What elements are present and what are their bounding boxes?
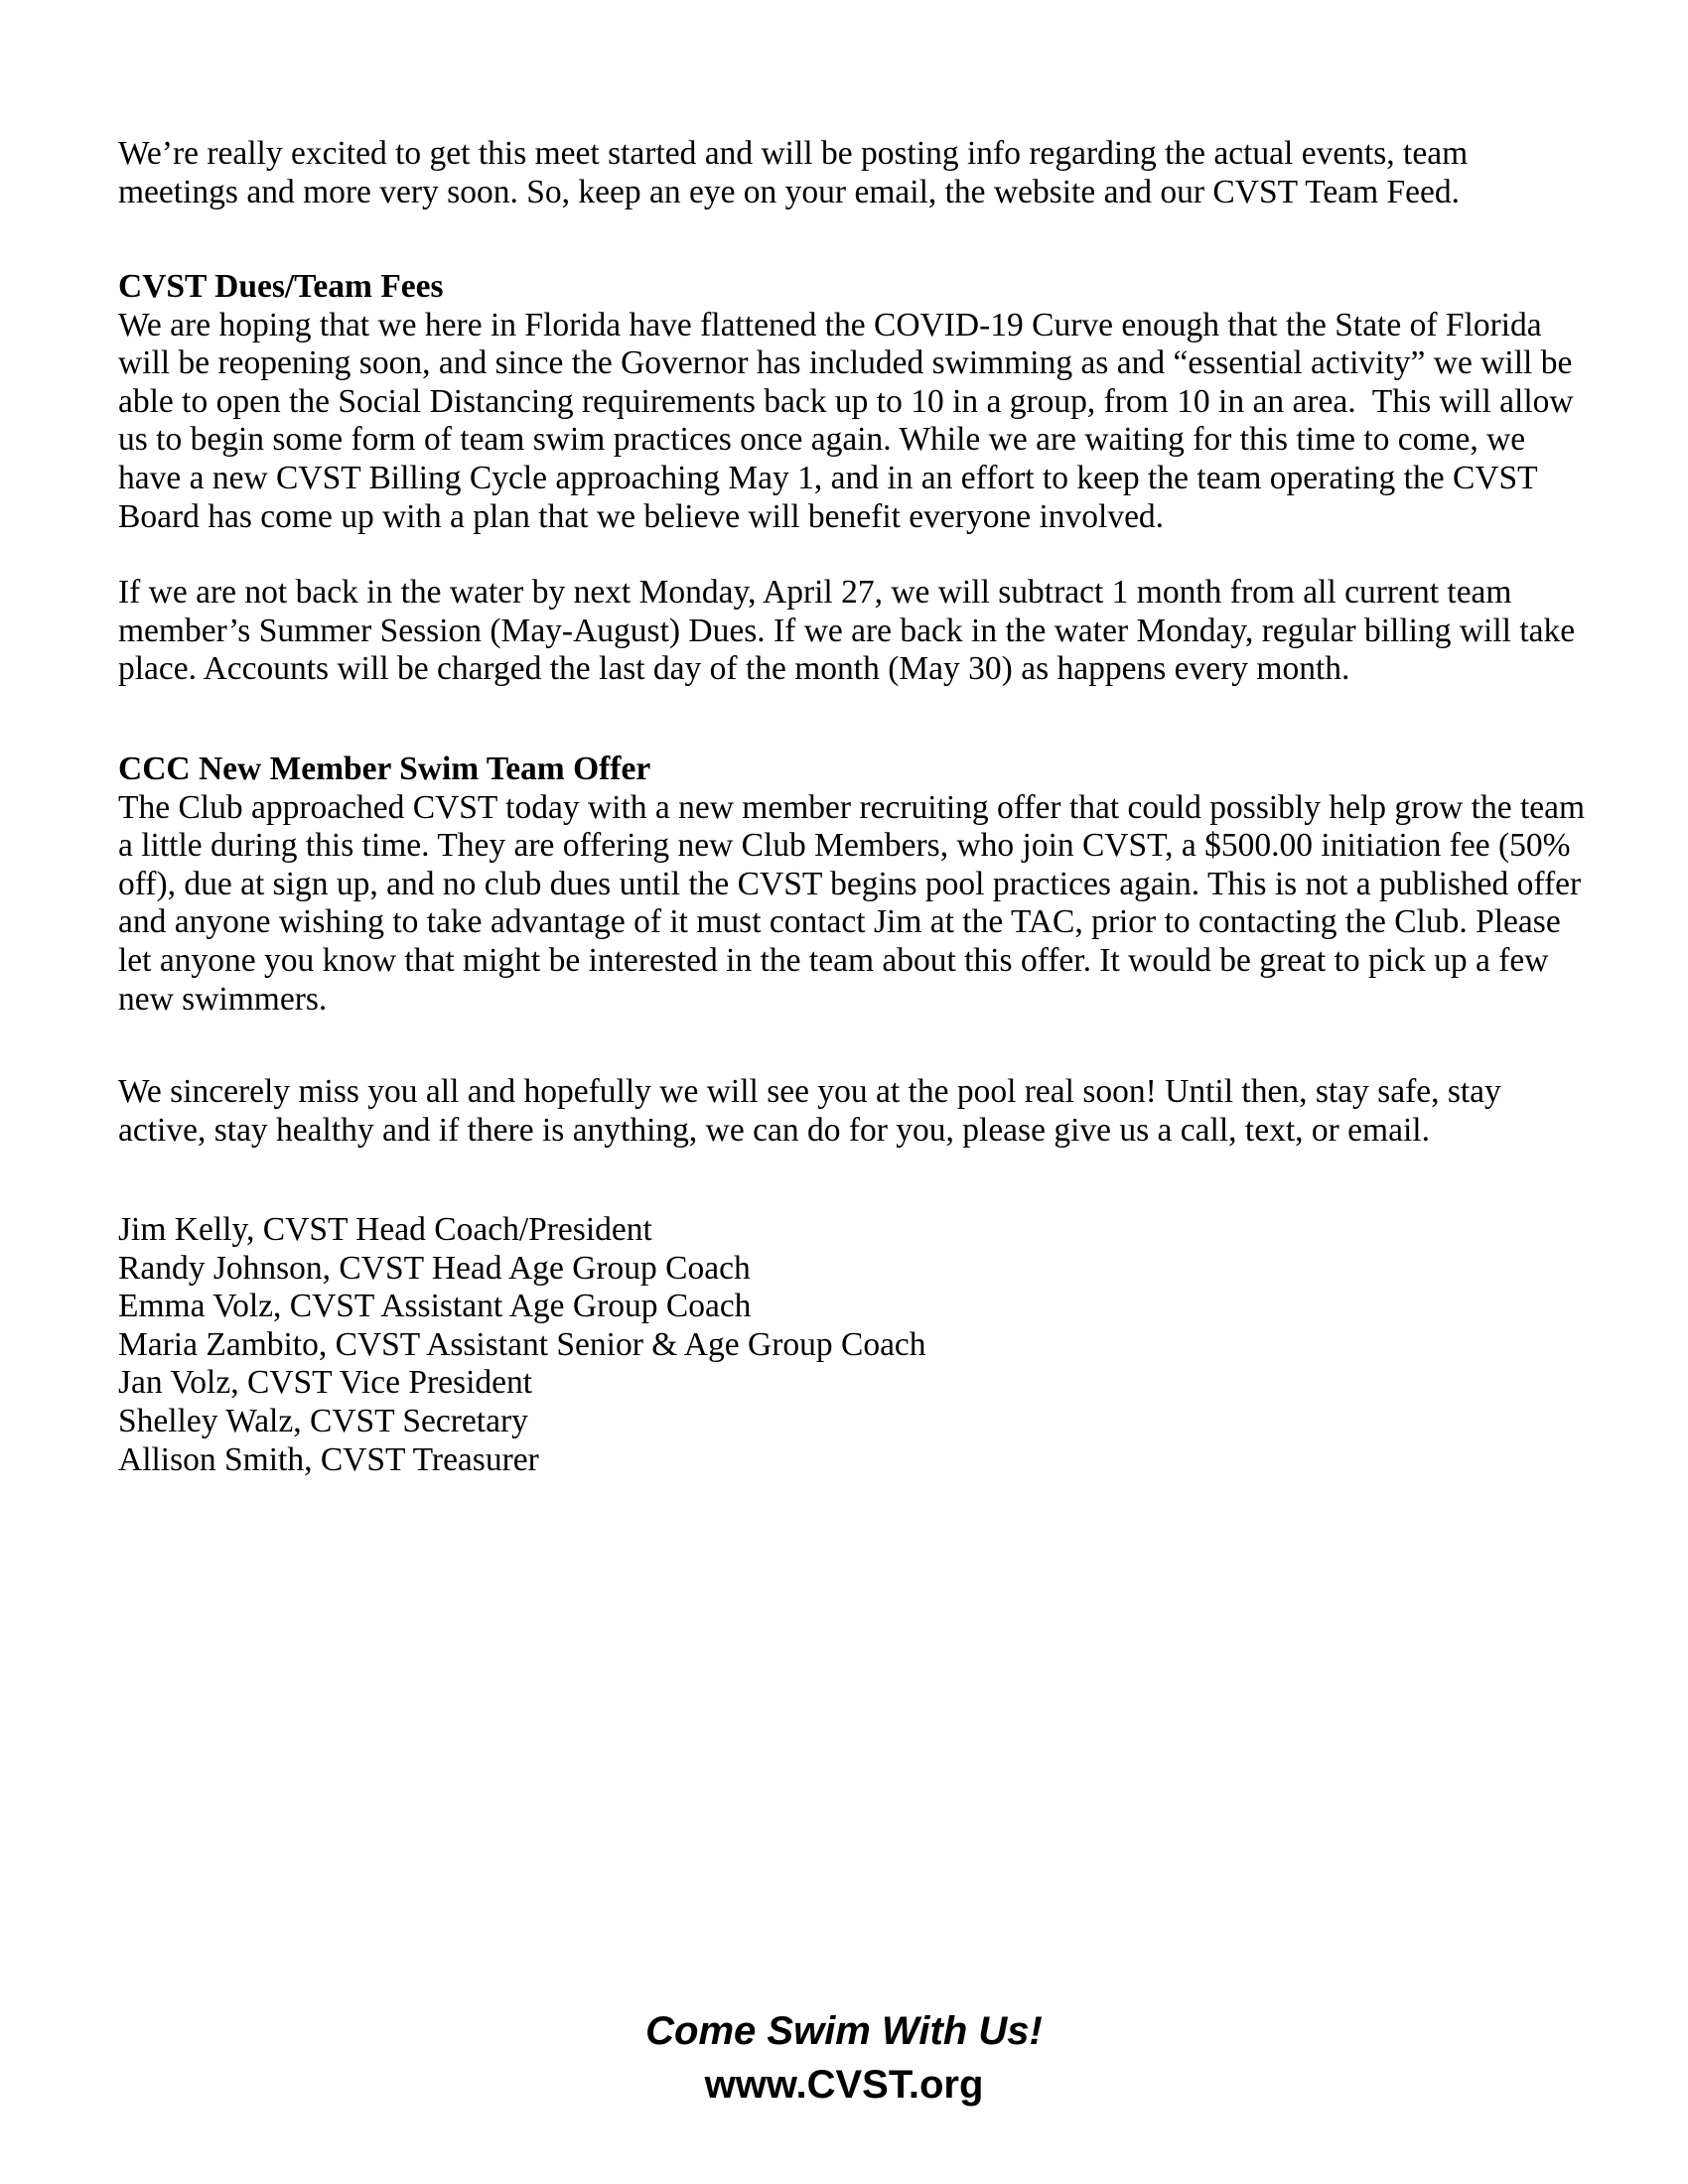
closing-line: We sincerely miss you all and hopefully we will see you at the pool real soon! Until then, stay safe, stay [118,1073,1501,1110]
offer-line: The Club approached CVST today with a new member recruiting offer that could possibly help grow the team [118,788,1586,826]
billing-line: place. Accounts will be charged the last day of the month (May 30) as happens every month. [118,650,1350,688]
offer-line: new swimmers. [118,980,328,1018]
offer-section [118,751,1588,1019]
signature-line: Maria Zambito, CVST Assistant Senior & Age Group Coach [118,1325,926,1363]
offer-heading: CCC New Member Swim Team Offer [118,751,651,787]
billing-line: member’s Summer Session (May-August) Dues. If we are back in the water Monday, regular billing will take [118,612,1576,649]
signature-line: Allison Smith, CVST Treasurer [118,1440,539,1478]
signature-line: Randy Johnson, CVST Head Age Group Coach [118,1249,751,1287]
dues-line: us to begin some form of team swim practices once again. While we are waiting for this time to come, we [118,421,1526,459]
signature-line: Jan Volz, CVST Vice President [118,1364,533,1402]
dues-line: will be reopening soon, and since the Governor has included swimming as and “essential activity” we will be [118,344,1573,382]
intro-paragraph [118,135,1588,211]
dues-line: able to open the Social Distancing requirements back up to 10 in a group, from 10 in an area. This will allow [118,382,1574,420]
offer-line: let anyone you know that might be interested in the team about this offer. It would be great to pick up a few [118,941,1549,979]
dues-line: Board has come up with a plan that we believe will benefit everyone involved. [118,497,1165,535]
signature-line: Emma Volz, CVST Assistant Age Group Coach [118,1288,752,1325]
offer-line: a little during this time. They are offering new Club Members, who join CVST, a $500.00 initiation fee (50% [118,827,1571,865]
footer-website: www.CVST.org [704,2063,984,2107]
intro-line: meetings and more very soon. So, keep an eye on your email, the website and our CVST Team Feed. [118,173,1460,210]
dues-section [118,268,1588,536]
closing-line: active, stay healthy and if there is anything, we can do for you, please give us a call, text, or email. [118,1111,1430,1149]
intro-line: We’re really excited to get this meet started and will be posting info regarding the actual events, team [118,135,1469,172]
offer-line: off), due at sign up, and no club dues until the CVST begins pool practices again. This is not a published offer [118,865,1582,902]
billing-paragraph [118,574,1588,689]
dues-line: have a new CVST Billing Cycle approaching May 1, and in an effort to keep the team operating the CVST [118,459,1538,496]
signature-line: Shelley Walz, CVST Secretary [118,1402,528,1439]
signature-block [118,1211,1588,1479]
footer-tagline: Come Swim With Us! [645,2009,1043,2053]
billing-line: If we are not back in the water by next Monday, April 27, we will subtract 1 month from all current team [118,574,1512,611]
signature-line: Jim Kelly, CVST Head Coach/President [118,1211,652,1248]
dues-heading: CVST Dues/Team Fees [118,268,444,305]
offer-line: and anyone wishing to take advantage of it must contact Jim at the TAC, prior to contacting the Club. Please [118,903,1561,941]
closing-paragraph [118,1073,1588,1150]
dues-line: We are hoping that we here in Florida have flattened the COVID-19 Curve enough that the State of Florida [118,306,1542,343]
